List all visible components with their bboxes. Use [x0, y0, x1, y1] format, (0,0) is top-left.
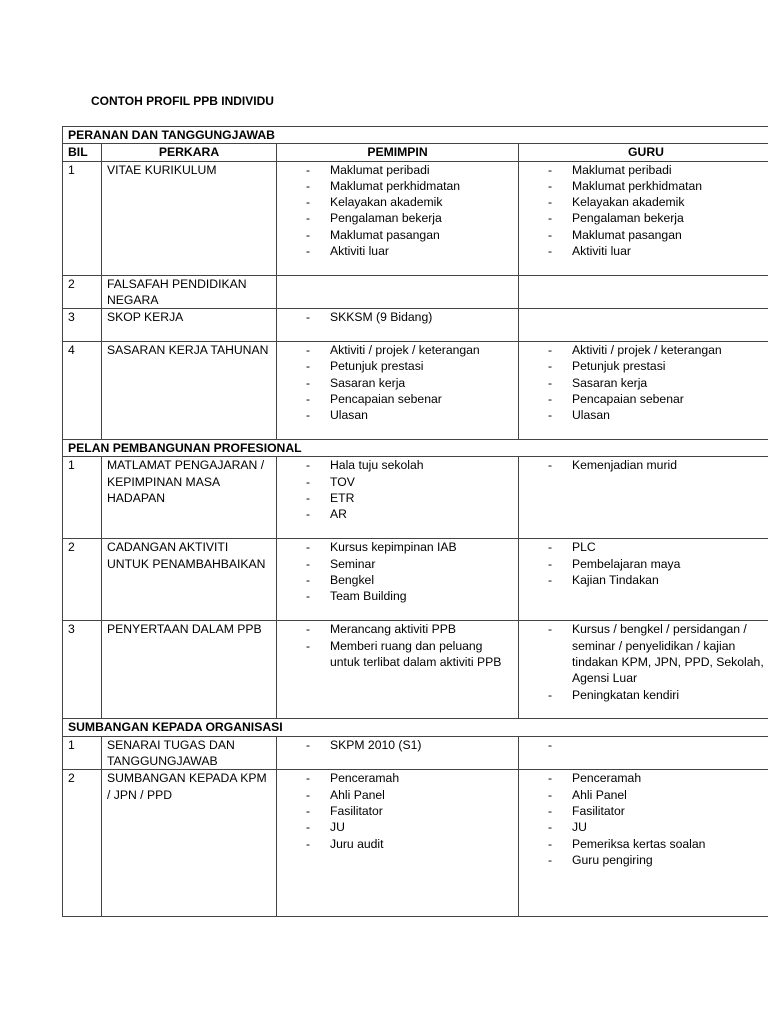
bullet-item: - Kelayakan akademik: [548, 194, 768, 210]
bullet-item: - Memberi ruang dan peluang untuk terlibat dalam aktiviti PPB: [306, 638, 513, 671]
cell-pemimpin: [277, 539, 519, 621]
cell-bil: 2: [63, 770, 102, 917]
table-row: [63, 621, 768, 719]
bullet-list: [282, 309, 513, 325]
bullet-item: - Aktiviti luar: [306, 243, 513, 259]
bullet-item: - TOV: [306, 474, 513, 490]
cell-bil: 3: [63, 621, 102, 719]
bullet-item: - Penceramah: [306, 770, 513, 786]
bullet-item: - Pencapaian sebenar: [548, 391, 768, 407]
cell-guru: [519, 736, 768, 770]
bullet-item: - Penceramah: [548, 770, 768, 786]
bullet-item: - Maklumat pasangan: [548, 227, 768, 243]
cell-perkara: CADANGAN AKTIVITI UNTUK PENAMBAHBAIKAN: [102, 539, 277, 621]
section-title: SUMBANGAN KEPADA ORGANISASI: [63, 719, 768, 736]
cell-perkara: VITAE KURIKULUM: [102, 161, 277, 275]
bullet-item: - ETR: [306, 490, 513, 506]
bullet-item: - Maklumat perkhidmatan: [548, 178, 768, 194]
table-row: [63, 342, 768, 440]
bullet-item: - Team Building: [306, 588, 513, 604]
bullet-item: - AR: [306, 506, 513, 522]
bullet-item: - Pemeriksa kertas soalan: [548, 836, 768, 852]
bullet-list: [282, 457, 513, 522]
cell-guru: [519, 309, 768, 342]
bullet-list: [524, 457, 768, 473]
cell-pemimpin: [277, 621, 519, 719]
cell-pemimpin: [277, 161, 519, 275]
bullet-list: [524, 770, 768, 868]
bullet-list: [282, 539, 513, 604]
section-header-row: [63, 719, 768, 736]
cell-guru: [519, 342, 768, 440]
bullet-list: [524, 162, 768, 260]
bullet-list: [524, 621, 768, 702]
table-row: [63, 539, 768, 621]
cell-bil: 1: [63, 161, 102, 275]
bullet-list: [282, 737, 513, 753]
cell-guru: [519, 770, 768, 917]
cell-perkara: SUMBANGAN KEPADA KPM / JPN / PPD: [102, 770, 277, 917]
cell-perkara: MATLAMAT PENGAJARAN / KEPIMPINAN MASA HADAPAN: [102, 457, 277, 539]
header-perkara: PERKARA: [102, 144, 277, 161]
bullet-item: - Kelayakan akademik: [306, 194, 513, 210]
cell-bil: 1: [63, 457, 102, 539]
section-header-row: [63, 440, 768, 457]
cell-perkara: SENARAI TUGAS DAN TANGGUNGJAWAB: [102, 736, 277, 770]
table-row: [63, 736, 768, 770]
cell-pemimpin: [277, 275, 519, 309]
cell-guru: [519, 621, 768, 719]
bullet-item: - Maklumat pasangan: [306, 227, 513, 243]
section-header-row: [63, 127, 768, 144]
document-title: CONTOH PROFIL PPB INDIVIDU: [91, 94, 274, 108]
column-header-row: [63, 144, 768, 161]
cell-guru: [519, 275, 768, 309]
table-row: [63, 275, 768, 309]
bullet-item: - Bengkel: [306, 572, 513, 588]
bullet-item: - Kursus kepimpinan IAB: [306, 539, 513, 555]
bullet-item: - SKPM 2010 (S1): [306, 737, 513, 753]
bullet-list: [524, 539, 768, 588]
cell-pemimpin: [277, 309, 519, 342]
bullet-item: - JU: [306, 819, 513, 835]
cell-bil: 2: [63, 275, 102, 309]
bullet-item: - Ulasan: [548, 407, 768, 423]
cell-pemimpin: [277, 736, 519, 770]
cell-perkara: FALSAFAH PENDIDIKAN NEGARA: [102, 275, 277, 309]
bullet-item: - Aktiviti / projek / keterangan: [306, 342, 513, 358]
bullet-item: - Maklumat peribadi: [306, 162, 513, 178]
table-row: [63, 457, 768, 539]
cell-perkara: PENYERTAAN DALAM PPB: [102, 621, 277, 719]
bullet-list: [524, 342, 768, 423]
bullet-item: - Guru pengiring: [548, 852, 768, 868]
bullet-item: - Aktiviti luar: [548, 243, 768, 259]
section-title: PELAN PEMBANGUNAN PROFESIONAL: [63, 440, 768, 457]
cell-bil: 2: [63, 539, 102, 621]
bullet-item: - Fasilitator: [548, 803, 768, 819]
table-row: [63, 770, 768, 917]
bullet-item: - Petunjuk prestasi: [306, 358, 513, 374]
cell-guru: [519, 457, 768, 539]
bullet-item: - Petunjuk prestasi: [548, 358, 768, 374]
bullet-item: - Fasilitator: [306, 803, 513, 819]
bullet-list: [282, 162, 513, 260]
bullet-item: - Juru audit: [306, 836, 513, 852]
cell-pemimpin: [277, 457, 519, 539]
bullet-item: - JU: [548, 819, 768, 835]
cell-perkara: SKOP KERJA: [102, 309, 277, 342]
bullet-item: - Sasaran kerja: [306, 375, 513, 391]
bullet-item: - Kemenjadian murid: [548, 457, 768, 473]
section-title: PERANAN DAN TANGGUNGJAWAB: [63, 127, 768, 144]
cell-guru: [519, 161, 768, 275]
cell-pemimpin: [277, 342, 519, 440]
bullet-item: - Pengalaman bekerja: [306, 210, 513, 226]
header-bil: BIL: [63, 144, 102, 161]
cell-perkara: SASARAN KERJA TAHUNAN: [102, 342, 277, 440]
bullet-list: [282, 342, 513, 423]
bullet-item: - Merancang aktiviti PPB: [306, 621, 513, 637]
bullet-item: - SKKSM (9 Bidang): [306, 309, 513, 325]
header-guru: GURU: [519, 144, 768, 161]
bullet-list: [282, 770, 513, 851]
bullet-item: - Ahli Panel: [306, 787, 513, 803]
bullet-item: - Pengalaman bekerja: [548, 210, 768, 226]
bullet-item: - Aktiviti / projek / keterangan: [548, 342, 768, 358]
cell-bil: 3: [63, 309, 102, 342]
bullet-item: - Maklumat peribadi: [548, 162, 768, 178]
bullet-item: - Maklumat perkhidmatan: [306, 178, 513, 194]
cell-pemimpin: [277, 770, 519, 917]
bullet-item: - Sasaran kerja: [548, 375, 768, 391]
bullet-item: - Ulasan: [306, 407, 513, 423]
bullet-item: - Pencapaian sebenar: [306, 391, 513, 407]
header-pemimpin: PEMIMPIN: [277, 144, 519, 161]
profile-table: [62, 126, 768, 917]
cell-bil: 1: [63, 736, 102, 770]
cell-guru: [519, 539, 768, 621]
bullet-item: - PLC: [548, 539, 768, 555]
bullet-item: - Pembelajaran maya: [548, 556, 768, 572]
bullet-item: - Seminar: [306, 556, 513, 572]
bullet-item: - Peningkatan kendiri: [548, 687, 768, 703]
table-row: [63, 161, 768, 275]
bullet-item: - Kursus / bengkel / persidangan / seminar / penyelidikan / kajian tindakan KPM, JPN, PPD, Sekolah, Agensi Luar: [548, 621, 768, 686]
bullet-item: - Kajian Tindakan: [548, 572, 768, 588]
table-row: [63, 309, 768, 342]
cell-bil: 4: [63, 342, 102, 440]
bullet-list: [282, 621, 513, 670]
bullet-item: - Ahli Panel: [548, 787, 768, 803]
bullet-item: - Hala tuju sekolah: [306, 457, 513, 473]
